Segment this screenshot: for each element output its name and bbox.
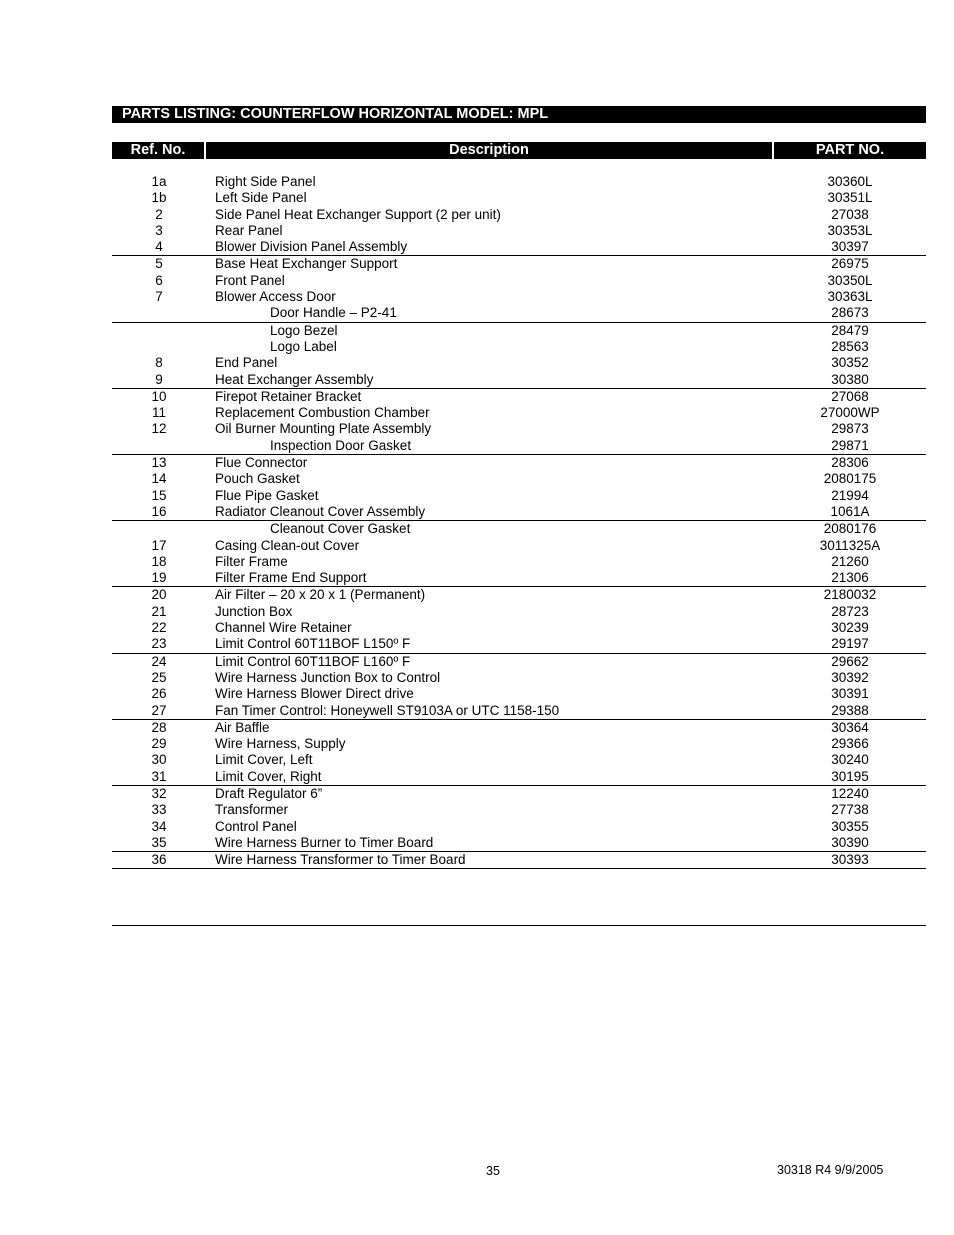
row-description: Wire Harness Junction Box to Control: [215, 669, 441, 685]
row-description: Wire Harness, Supply: [215, 736, 346, 752]
row-description: Radiator Cleanout Cover Assembly: [215, 503, 426, 519]
header-part-no: PART NO.: [774, 142, 926, 159]
row-ref-no: 1b: [151, 190, 167, 206]
row-ref-no: 26: [151, 686, 167, 702]
row-part-no: 30353L: [827, 222, 873, 238]
row-ref-no: 8: [155, 355, 163, 371]
row-part-no: 27000WP: [820, 405, 880, 421]
row-description: Air Filter – 20 x 20 x 1 (Permanent): [215, 587, 426, 603]
row-part-no: 1061A: [830, 503, 870, 519]
row-description: Blower Access Door: [215, 289, 336, 305]
table-row: [112, 521, 926, 537]
row-part-no: 30380: [831, 371, 869, 387]
row-part-no: 27038: [831, 206, 869, 222]
row-part-no: 27068: [831, 388, 869, 404]
row-part-no: 21260: [831, 553, 869, 569]
table-row: [112, 190, 926, 206]
table-row: [112, 620, 926, 636]
row-description: Wire Harness Blower Direct drive: [215, 686, 414, 702]
table-row: [112, 471, 926, 487]
row-ref-no: 13: [151, 455, 167, 471]
row-ref-no: 20: [151, 587, 167, 603]
row-ref-no: 22: [151, 620, 167, 636]
row-part-no: 3011325A: [819, 537, 881, 553]
table-row: [112, 538, 926, 554]
row-ref-no: 14: [151, 471, 167, 487]
row-part-no: 30390: [831, 834, 869, 850]
row-part-no: 29197: [831, 636, 869, 652]
row-description: Filter Frame End Support: [215, 570, 367, 586]
row-ref-no: 17: [151, 537, 167, 553]
row-ref-no: 19: [151, 570, 167, 586]
row-description: Inspection Door Gasket: [270, 437, 412, 453]
row-part-no: 29662: [831, 653, 869, 669]
row-ref-no: 21: [151, 603, 167, 619]
row-description: Front Panel: [215, 272, 285, 288]
row-ref-no: 36: [151, 852, 167, 868]
table-row: [112, 769, 926, 786]
table-row: [112, 289, 926, 305]
table-row: [112, 670, 926, 686]
row-description: Logo Label: [270, 338, 337, 354]
table-row: [112, 488, 926, 504]
row-part-no: 12240: [831, 785, 869, 801]
row-description: Base Heat Exchanger Support: [215, 256, 398, 272]
row-description: Heat Exchanger Assembly: [215, 371, 374, 387]
table-row: [112, 339, 926, 355]
row-ref-no: 7: [155, 289, 163, 305]
row-description: Oil Burner Mounting Plate Assembly: [215, 421, 432, 437]
row-description: Limit Cover, Right: [215, 768, 322, 784]
table-row: [112, 736, 926, 752]
row-part-no: 30350L: [827, 272, 873, 288]
row-part-no: 29366: [831, 736, 869, 752]
row-description: Limit Cover, Left: [215, 752, 313, 768]
row-description: Replacement Combustion Chamber: [215, 405, 430, 421]
row-description: Right Side Panel: [215, 174, 316, 189]
table-row: [112, 554, 926, 570]
table-row: [112, 223, 926, 239]
row-description: Casing Clean-out Cover: [215, 537, 360, 553]
row-description: Draft Regulator 6”: [215, 785, 323, 801]
row-ref-no: 18: [151, 553, 167, 569]
row-description: Side Panel Heat Exchanger Support (2 per unit): [215, 206, 501, 222]
row-part-no: 30391: [831, 686, 869, 702]
row-part-no: 30392: [831, 669, 869, 685]
row-ref-no: 30: [151, 752, 167, 768]
row-ref-no: 25: [151, 669, 167, 685]
row-part-no: 30397: [831, 239, 869, 255]
table-row: [112, 239, 926, 256]
row-ref-no: 16: [151, 503, 167, 519]
table-row: [112, 372, 926, 389]
row-part-no: 28723: [831, 603, 869, 619]
row-description: Fan Timer Control: Honeywell ST9103A or UTC 1158-150: [215, 702, 560, 718]
table-header: [112, 142, 926, 159]
table-row: [112, 819, 926, 835]
row-part-no: 2080175: [823, 471, 877, 487]
row-part-no: 30393: [831, 852, 869, 868]
row-ref-no: 27: [151, 702, 167, 718]
row-ref-no: 12: [151, 421, 167, 437]
row-ref-no: 2: [155, 206, 163, 222]
table-row: [112, 256, 926, 272]
row-ref-no: 1a: [151, 174, 167, 189]
row-part-no: 30239: [831, 620, 869, 636]
row-ref-no: 11: [151, 405, 166, 421]
row-ref-no: 29: [151, 736, 167, 752]
row-part-no: 30195: [831, 768, 869, 784]
row-ref-no: 33: [151, 802, 167, 818]
row-description: Transformer: [215, 802, 289, 818]
row-ref-no: 23: [151, 636, 167, 652]
table-row: [112, 273, 926, 289]
row-part-no: 2180032: [823, 587, 877, 603]
row-description: Door Handle – P2-41: [270, 305, 397, 321]
row-description: Left Side Panel: [215, 190, 307, 206]
row-part-no: 26975: [831, 256, 869, 272]
row-ref-no: 31: [151, 768, 167, 784]
row-description: Limit Control 60T11BOF L160º F: [215, 653, 411, 669]
row-ref-no: 6: [155, 272, 163, 288]
row-description: Blower Division Panel Assembly: [215, 239, 408, 255]
table-row: [112, 835, 926, 852]
row-part-no: 29873: [831, 421, 869, 437]
document-id: 30318 R4 9/9/2005: [777, 1163, 884, 1177]
table-row: [112, 802, 926, 818]
row-description: End Panel: [215, 355, 278, 371]
header-ref-no: Ref. No.: [112, 142, 204, 159]
table-row: [112, 604, 926, 620]
row-ref-no: 5: [155, 256, 163, 272]
row-part-no: 21306: [831, 570, 869, 586]
row-ref-no: 24: [151, 653, 167, 669]
row-part-no: 30352: [831, 355, 869, 371]
row-ref-no: 3: [155, 222, 163, 238]
row-part-no: 28673: [831, 305, 869, 321]
table-row: [112, 389, 926, 405]
row-description: Pouch Gasket: [215, 471, 300, 487]
row-description: Cleanout Cover Gasket: [270, 521, 411, 537]
row-description: Wire Harness Burner to Timer Board: [215, 834, 434, 850]
table-row: [112, 323, 926, 339]
row-part-no: 30351L: [827, 190, 873, 206]
header-description: Description: [206, 142, 772, 159]
row-part-no: 30363L: [827, 289, 873, 305]
table-row: [112, 570, 926, 587]
table-row: [112, 636, 926, 653]
table-row: [112, 355, 926, 371]
table-row: [112, 504, 926, 521]
row-part-no: 29388: [831, 702, 869, 718]
row-description: Control Panel: [215, 818, 297, 834]
row-ref-no: 35: [151, 834, 167, 850]
row-description: Limit Control 60T11BOF L150º F: [215, 636, 411, 652]
bottom-divider: [112, 925, 926, 926]
row-part-no: 29871: [831, 437, 869, 453]
row-ref-no: 34: [151, 818, 167, 834]
page-number: 35: [486, 1164, 500, 1178]
row-ref-no: 4: [155, 239, 163, 255]
row-part-no: 2080176: [823, 521, 877, 537]
row-description: Firepot Retainer Bracket: [215, 388, 362, 404]
table-row: [112, 686, 926, 702]
row-ref-no: 15: [151, 487, 167, 503]
row-part-no: 30360L: [827, 174, 873, 189]
table-row: [112, 405, 926, 421]
row-description: Rear Panel: [215, 222, 283, 238]
row-part-no: 21994: [831, 487, 869, 503]
row-part-no: 28563: [831, 338, 869, 354]
table-row: [112, 703, 926, 720]
section-title: PARTS LISTING: COUNTERFLOW HORIZONTAL MODEL: MPL: [112, 106, 926, 123]
table-row: [112, 305, 926, 322]
table-row: [112, 455, 926, 471]
row-description: Flue Connector: [215, 455, 308, 471]
table-row: [112, 752, 926, 768]
row-description: Wire Harness Transformer to Timer Board: [215, 852, 466, 868]
row-description: Junction Box: [215, 603, 293, 619]
table-row: [112, 174, 926, 190]
table-row: [112, 587, 926, 603]
row-description: Channel Wire Retainer: [215, 620, 352, 636]
row-description: Filter Frame: [215, 553, 288, 569]
row-description: Flue Pipe Gasket: [215, 487, 319, 503]
row-part-no: 30364: [831, 719, 869, 735]
table-row: [112, 852, 926, 869]
table-row: [112, 786, 926, 802]
table-row: [112, 720, 926, 736]
row-description: Logo Bezel: [270, 322, 338, 338]
row-ref-no: 10: [151, 388, 167, 404]
table-row: [112, 207, 926, 223]
row-part-no: 27738: [831, 802, 869, 818]
row-part-no: 28306: [831, 455, 869, 471]
table-row: [112, 438, 926, 455]
row-ref-no: 9: [155, 371, 163, 387]
row-ref-no: 32: [151, 785, 167, 801]
row-part-no: 30240: [831, 752, 869, 768]
row-part-no: 28479: [831, 322, 869, 338]
row-part-no: 30355: [831, 818, 869, 834]
table-row: [112, 421, 926, 437]
table-row: [112, 654, 926, 670]
parts-table: [112, 174, 926, 869]
row-description: Air Baffle: [215, 719, 270, 735]
row-ref-no: 28: [151, 719, 167, 735]
